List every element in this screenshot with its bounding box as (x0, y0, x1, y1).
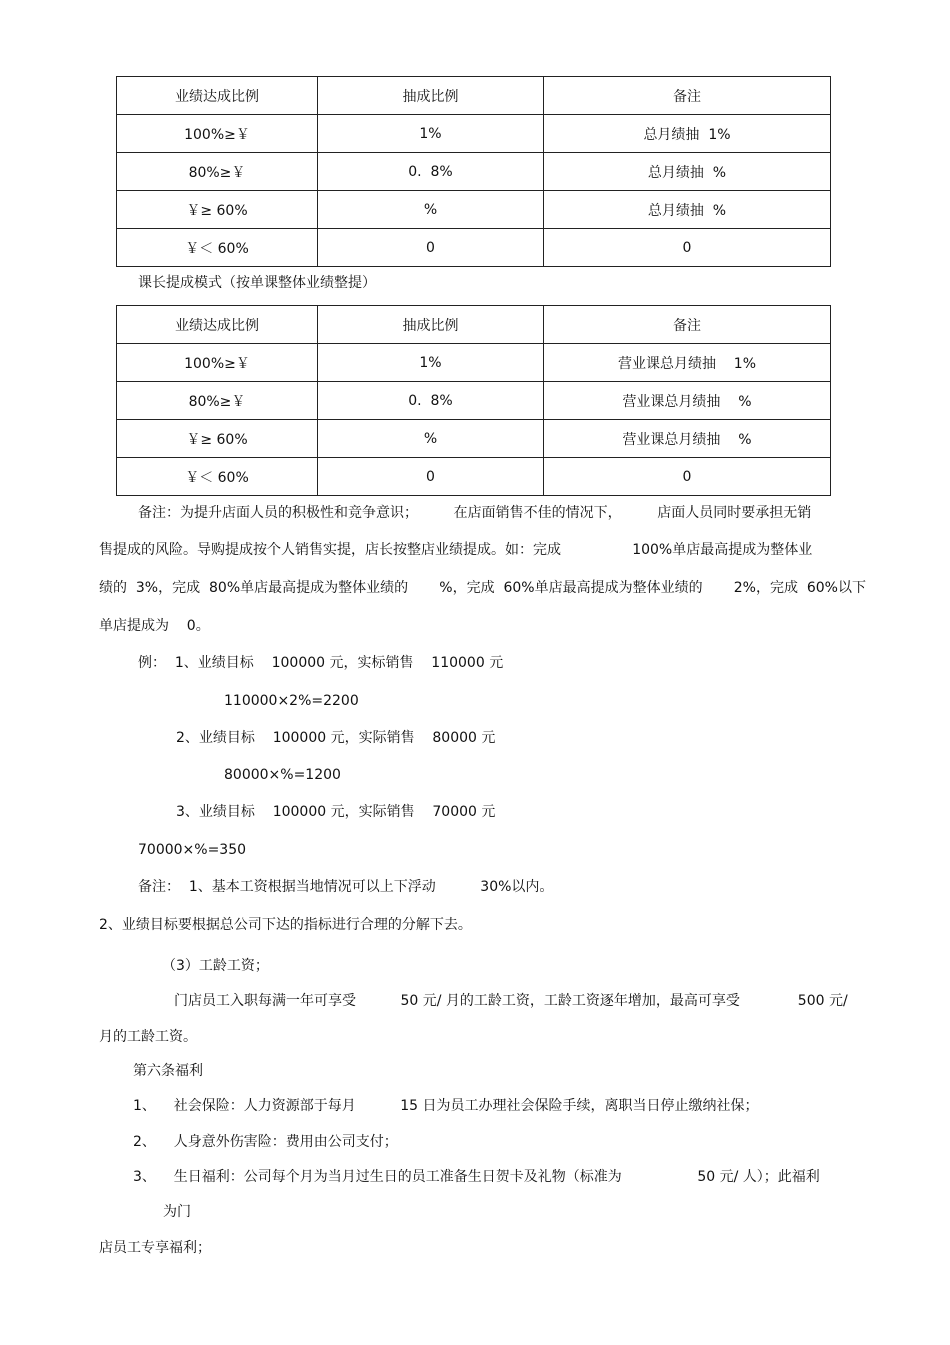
header-achievement: 业绩达成比例 (117, 306, 318, 344)
example-3-calc: 70000×%=350 (138, 842, 247, 858)
welfare-item-2: 2、 人身意外伤害险：费用由公司支付； (133, 1134, 398, 1150)
welfare-item-3-cont: 为门 (163, 1204, 191, 1220)
cell-achievement: ￥＜ 60% (117, 229, 318, 267)
table-row (117, 229, 831, 267)
header-achievement: 业绩达成比例 (117, 77, 318, 115)
commission-table-manager (116, 305, 831, 496)
cell-rate: 1% (318, 115, 544, 153)
seniority-line: 门店员工入职每满一年可享受 50 元/ 月的工龄工资，工龄工资逐年增加，最高可享受 500 元/ (174, 993, 848, 1009)
seniority-title: （3）工龄工资； (162, 958, 269, 974)
example-2: 2、业绩目标 100000 元，实际销售 80000 元 (176, 730, 496, 746)
note-paragraph-line: 单店提成为 0。 (99, 618, 210, 634)
cell-rate: % (318, 420, 544, 458)
seniority-line: 月的工龄工资。 (99, 1029, 197, 1045)
table-header-row (117, 306, 831, 344)
table-row (117, 458, 831, 496)
cell-rate: 0. 8% (318, 153, 544, 191)
example-3: 3、业绩目标 100000 元，实际销售 70000 元 (176, 804, 496, 820)
header-rate: 抽成比例 (318, 77, 544, 115)
cell-note: 0 (544, 458, 831, 496)
cell-note: 0 (544, 229, 831, 267)
table-row (117, 382, 831, 420)
cell-note: 总月绩抽 % (544, 191, 831, 229)
cell-note: 营业课总月绩抽 % (544, 382, 831, 420)
cell-achievement: 100%≥￥ (117, 115, 318, 153)
table-header-row (117, 77, 831, 115)
commission-table-staff (116, 76, 831, 267)
cell-achievement: 80%≥￥ (117, 382, 318, 420)
table-row (117, 153, 831, 191)
header-note: 备注 (544, 77, 831, 115)
cell-note: 营业课总月绩抽 % (544, 420, 831, 458)
cell-note: 总月绩抽 % (544, 153, 831, 191)
cell-achievement: 80%≥￥ (117, 153, 318, 191)
welfare-item-3: 3、 生日福利：公司每个月为当月过生日的员工准备生日贺卡及礼物（标准为 50 元/ 人）；此福利 (133, 1169, 820, 1185)
section-title: 课长提成模式（按单课整体业绩整提） (138, 275, 376, 291)
cell-rate: 0 (318, 229, 544, 267)
cell-rate: % (318, 191, 544, 229)
note-2-item-2: 2、业绩目标要根据总公司下达的指标进行合理的分解下去。 (99, 917, 472, 933)
welfare-title: 第六条福利 (133, 1063, 203, 1079)
header-rate: 抽成比例 (318, 306, 544, 344)
welfare-item-3-cont: 店员工专享福利； (99, 1240, 211, 1256)
cell-note: 营业课总月绩抽 1% (544, 344, 831, 382)
cell-note: 总月绩抽 1% (544, 115, 831, 153)
note-paragraph-line: 绩的 3%，完成 80%单店最高提成为整体业绩的 %，完成 60%单店最高提成为整体业绩的 2%，完成 60%以下 (99, 580, 866, 596)
note-2: 备注： 1、基本工资根据当地情况可以上下浮动 30%以内。 (138, 879, 554, 895)
example-2-calc: 80000×%=1200 (224, 767, 341, 783)
cell-rate: 1% (318, 344, 544, 382)
note-paragraph-line: 备注：为提升店面人员的积极性和竞争意识； 在店面销售不佳的情况下， 店面人员同时要承担无销 (138, 505, 812, 521)
table-row (117, 344, 831, 382)
note-paragraph-line: 售提成的风险。导购提成按个人销售实提，店长按整店业绩提成。如：完成 100%单店最高提成为整体业 (99, 542, 813, 558)
cell-achievement: ￥≥ 60% (117, 420, 318, 458)
table-row (117, 115, 831, 153)
table-row (117, 420, 831, 458)
cell-achievement: ￥＜ 60% (117, 458, 318, 496)
header-note: 备注 (544, 306, 831, 344)
cell-achievement: ￥≥ 60% (117, 191, 318, 229)
cell-achievement: 100%≥￥ (117, 344, 318, 382)
example-1-calc: 110000×2%=2200 (224, 693, 359, 709)
table-row (117, 191, 831, 229)
example-1: 例： 1、业绩目标 100000 元，实标销售 110000 元 (138, 655, 504, 671)
cell-rate: 0 (318, 458, 544, 496)
cell-rate: 0. 8% (318, 382, 544, 420)
welfare-item-1: 1、 社会保险：人力资源部于每月 15 日为员工办理社会保险手续，离职当日停止缴纳社保； (133, 1098, 759, 1114)
